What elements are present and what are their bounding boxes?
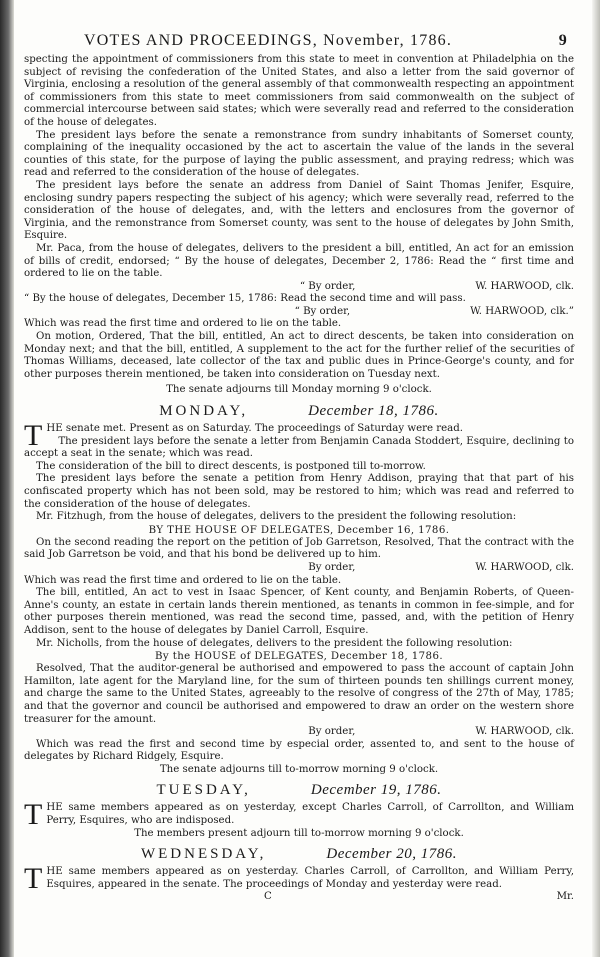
adjournment-line: The senate adjourns till to-morrow morning 9 o'clock. bbox=[159, 763, 439, 775]
catchword: Mr. bbox=[556, 891, 574, 903]
page-content bbox=[24, 32, 574, 903]
paragraph: HE same members appeared as on yesterday, except Charles Carroll, of Carrollton, and William Perry, Esquires, who are indisposed. bbox=[46, 802, 574, 827]
paragraph: The president lays before the senate an address from Daniel of Saint Thomas Jenifer, Esquire, enclosing sundry papers respecting the subject of his agency; which were severally read, referred to the consideration of the house of delegates, and, with the letters and enclosures from the governor of Virginia, and the remonstrance from Somerset county, was sent to the house of delegates by John Smith, Esquire. bbox=[24, 179, 574, 242]
page-edge bbox=[592, 0, 600, 957]
paragraph: The bill, entitled, An act to vest in Isaac Spencer, of Kent county, and Benjamin Roberts, of Queen-Anne's county, an estate in certain lands therein mentioned, as tenants in common in fee-simple, and for other purposes therein mentioned, was read the second time, passed, and, with the petition of Henry Addison, sent to the house of delegates by Daniel Carroll, Esquire. bbox=[24, 587, 574, 636]
by-order-line: “ By order, W. HARWOOD, clk. bbox=[299, 280, 574, 292]
paragraph: Which was read the first time and ordered to lie on the table. bbox=[24, 574, 342, 586]
paragraph: HE senate met. Present as on Saturday. The proceedings of Saturday were read. bbox=[46, 423, 463, 435]
drop-cap: T bbox=[24, 419, 43, 453]
paragraph: The consideration of the bill to direct descents, is postponed till to-morrow. bbox=[36, 460, 426, 472]
drop-cap: T bbox=[24, 862, 43, 896]
paragraph: HE same members appeared as on yesterday. Charles Carroll, of Carrollton, and William Perry, Esquires, appeared in the senate. The proceedings of Monday and yesterday were read. bbox=[46, 866, 574, 890]
paragraph: Mr. Fitzhugh, from the house of delegates, delivers to the president the following resolution: bbox=[36, 511, 517, 523]
by-order-line: By order, W. HARWOOD, clk. bbox=[308, 726, 574, 738]
monday-section bbox=[24, 419, 574, 524]
paragraph: “ By the house of delegates, December 15, 1786: Read the second time and will pass. bbox=[24, 293, 466, 305]
by-order-line: By order, W. HARWOOD, clk. bbox=[308, 561, 574, 573]
resolution-text: On the second reading the report on the petition of Job Garretson, Resolved, That the contract with the said Job Garretson be void, and that his bond be delivered up to him. bbox=[24, 536, 574, 561]
paragraph: The president lays before the senate a petition from Henry Addison, praying that that part of his confiscated property which has not been sold, may be restored to him; which was read and referred to the consideration of the house of delegates. bbox=[24, 473, 574, 510]
resolution-heading: By the HOUSE of DELEGATES, December 18, 1786. bbox=[155, 651, 443, 663]
day-heading-monday: MONDAY, December 18, 1786. bbox=[159, 403, 439, 420]
day-heading-tuesday: TUESDAY, December 19, 1786. bbox=[156, 782, 442, 799]
page-number: 9 bbox=[558, 32, 568, 49]
resolution-heading: BY THE HOUSE OF DELEGATES, December 16, 1786. bbox=[148, 524, 450, 536]
running-header bbox=[84, 32, 574, 50]
by-order-line: “ By order, W. HARWOOD, clk.” bbox=[294, 305, 574, 317]
paragraph: Mr. Paca, from the house of delegates, delivers to the president a bill, entitled, An act for an emission of bills of credit, endorsed; “ By the house of delegates, December 2, 1786: Read the “ first time and ordered to lie on the table. bbox=[24, 242, 574, 280]
paragraph: Mr. Nicholls, from the house of delegates, delivers to the president the following resolution: bbox=[36, 637, 513, 649]
drop-cap: T bbox=[24, 798, 43, 832]
tuesday-section bbox=[24, 798, 574, 840]
page-footer bbox=[24, 891, 574, 903]
day-heading-wednesday: WEDNESDAY, December 20, 1786. bbox=[140, 846, 458, 863]
paragraph: Which was read the first and second time by especial order, assented to, and sent to the house of delegates by Richard Ridgely, Esquire. bbox=[24, 738, 574, 763]
paragraph: The president lays before the senate a letter from Benjamin Canada Stoddert, Esquire, declining to accept a seat in the senate; which was read. bbox=[24, 435, 574, 460]
adjournment-line: The members present adjourn till to-morrow morning 9 o'clock. bbox=[134, 827, 464, 839]
signature-mark: C bbox=[264, 891, 272, 903]
wednesday-section bbox=[24, 862, 574, 896]
page-binding-shadow bbox=[0, 0, 14, 957]
paragraph: Which was read the first time and ordered to lie on the table. bbox=[24, 318, 342, 330]
paragraph: The president lays before the senate a remonstrance from sundry inhabitants of Somerset county, complaining of the inequality occasioned by the act to ascertain the value of the lands in the several counties of this state, for the purpose of laying the public assessment, and praying redress; which was read and referred to the consideration of the house of delegates. bbox=[24, 129, 574, 179]
resolution-text: Resolved, That the auditor-general be authorised and empowered to pass the account of captain John Hamilton, late agent for the Maryland line, for the sum of thirteen pounds ten shillings current money, and charge the same to the United States, agreeably to the resolve of congress of the 27th of May, 1785; and that the governor and council be authorised and empowered to draw an order on the western shore treasurer for the amount. bbox=[24, 663, 574, 725]
adjournment-line: The senate adjourns till Monday morning 9 o'clock. bbox=[166, 384, 432, 396]
paragraph: specting the appointment of commissioners from this state to meet in convention at Philadelphia on the subject of revising the confederation of the United States, and also a letter from the said governor of Virginia, enclosing a resolution of the general assembly of that commonwealth respecting an appointment of commissioners from this state to meet commissioners from said commonwealth on the subject of commercial intercourse between said states; which were severally read and referred to the consideration of the house of delegates. bbox=[24, 54, 574, 128]
header-title: VOTES AND PROCEEDINGS, November, 1786. bbox=[84, 32, 453, 49]
paragraph: On motion, Ordered, That the bill, entitled, An act to direct descents, be taken into consideration on Monday next; and that the bill, entitled, A supplement to the act for the further relief of the securities of Thomas Williams, deceased, late collector of the tax and public dues in Prince-George's county, and for other purposes therein mentioned, be taken into consideration on Tuesday next. bbox=[24, 331, 574, 380]
